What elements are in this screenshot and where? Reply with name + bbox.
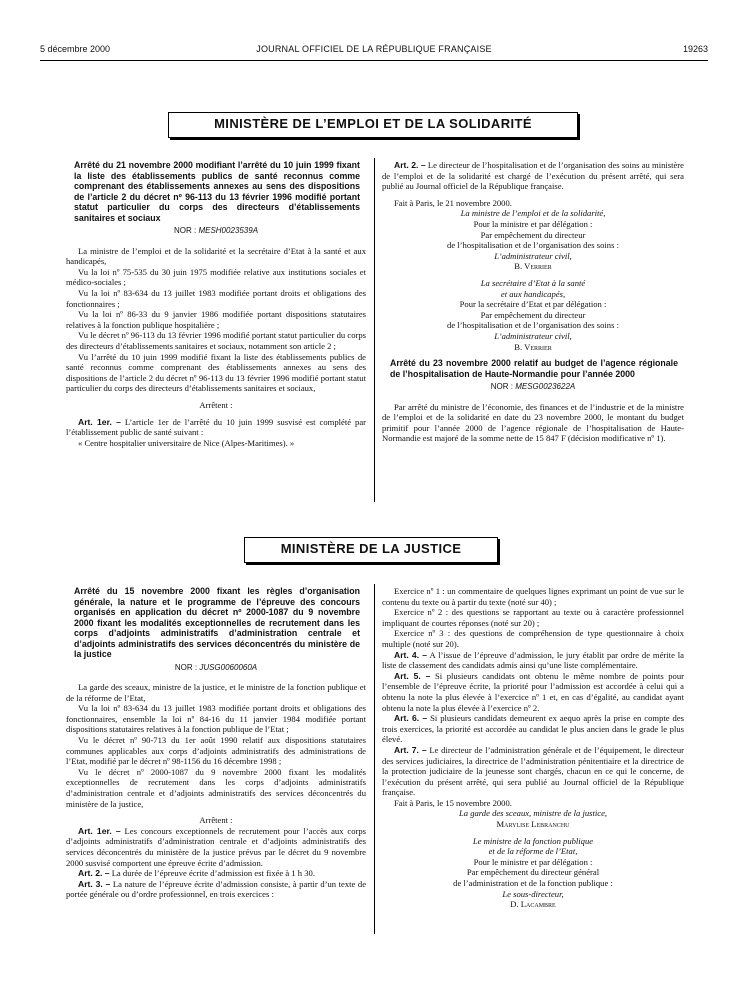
- column-divider: [374, 158, 375, 502]
- exercise-3: Exercice nº 3 : des questions de compréhension de type questionnaire à choix multiple (noté sur 20).: [382, 628, 684, 649]
- signature-line: L’administrateur civil,: [494, 250, 572, 261]
- signature-line: Par empêchement du directeur: [480, 229, 586, 240]
- article-1: Art. 1er. – L’article 1er de l’arrêté du 10 juin 1999 susvisé est complété par l’établissement public de santé suivant :: [66, 416, 367, 438]
- signed-date: Fait à Paris, le 21 novembre 2000.: [394, 197, 512, 208]
- article-1: Art. 1er. – Les concours exceptionnels de recrutement pour l’accès aux corps d’adjoints administratifs d’administration centrale et d’adjoints administratifs des services déconcentrés du ministère de la justice prévus par le décret du 9 novembre 2000 susvisé comportent une épreuve écrite d’admission.: [66, 825, 367, 868]
- signature-line: et de la réforme de l’Etat,: [488, 846, 578, 857]
- nor-reference: NOR : JUSG0060060A: [174, 662, 258, 672]
- exercise-2: Exercice nº 2 : des questions se rapportant au texte ou à caractère professionnel impliquant de courtes réponses (noté sur 20) ;: [382, 607, 684, 628]
- section1-right-column: [382, 160, 684, 444]
- section2-right-column: [382, 586, 684, 910]
- ministry-heading-emploi: MINISTÈRE DE L’EMPLOI ET DE LA SOLIDARITÉ: [168, 112, 578, 138]
- arretent: Arrêtent :: [199, 815, 233, 826]
- signature-line: et aux handicapés,: [500, 288, 566, 299]
- signature-line: Le ministre de la fonction publique: [472, 835, 594, 846]
- signature-line: Pour la secrétaire d’Etat et par délégation :: [459, 299, 607, 310]
- signature-block: [382, 808, 684, 829]
- arrete-title: Arrêté du 21 novembre 2000 modifiant l’arrêté du 10 juin 1999 fixant la liste des établissements publics de santé reconnus comme comprenant des établissements annexes au sens des dispositions de l’article 2 du décret nº 96-113 du 13 février 1996 modifié portant statut particulier du corps des directeurs d’établissements sanitaires et sociaux: [74, 160, 360, 223]
- article-2: Art. 2. – La durée de l’épreuve écrite d’admission est fixée à 1 h 30.: [78, 868, 315, 879]
- preamble-paragraph: Vu la loi nº 75-535 du 30 juin 1975 modifiée relative aux institutions sociales et médico-sociales ;: [66, 266, 366, 288]
- preamble-paragraph: Vu le décret nº 96-113 du 13 février 1996 modifié portant statut particulier du corps des directeurs d’établissements sanitaires et sociaux, notamment son article 2 ;: [66, 330, 366, 351]
- signature-line: L’administrateur civil,: [494, 330, 572, 341]
- header-rule: [40, 60, 708, 61]
- arrete-body: Par arrêté du ministre de l’économie, des finances et de l’industrie et de la ministre de l’emploi et de la solidarité en date du 23 novembre 2000, le montant du budget primitif pour l’année 2000 de l’agence régionale de l’hospitalisation de Haute-Normandie est majoré de la somme nette de 15 847 F (décision modificative nº 1).: [382, 401, 684, 444]
- nor-reference: NOR : MESG0023622A: [490, 382, 576, 392]
- signature-line: Marylise Lebranchu: [496, 819, 570, 830]
- preamble-paragraph: Vu le décret nº 90-713 du 1er août 1990 relatif aux dispositions statutaires communes applicables aux corps d’adjoints administratifs des administrations de l’Etat, modifié par le décret nº 98-1156 du 16 décembre 1998 ;: [66, 735, 366, 767]
- nor-reference: NOR : MESH0023539A: [173, 226, 259, 235]
- arretent: Arrêtent :: [199, 399, 233, 410]
- article-1-quote: « Centre hospitalier universitaire de Nice (Alpes-Maritimes). »: [78, 437, 295, 448]
- signature-line: Le sous-directeur,: [502, 888, 564, 899]
- signature-line: La garde des sceaux, ministre de la justice,: [458, 808, 608, 819]
- arrete-title: Arrêté du 15 novembre 2000 fixant les règles d’organisation générale, la nature et le programme de l’épreuve des concours organisés en application du décret nº 2000-1087 du 9 novembre 2000 fixant les modalités exceptionnelles de recrutement dans les corps d’adjoints administratifs d’administration centrale et d’adjoints administratifs des services déconcentrés du ministère de la justice: [74, 586, 360, 659]
- signature-line: Pour le ministre et par délégation :: [473, 856, 593, 867]
- signature-line: La secrétaire d’Etat à la santé: [480, 277, 586, 288]
- signature-block: [382, 278, 684, 352]
- article-7: Art. 7. – Le directeur de l’administration générale et de l’équipement, le directeur des services judiciaires, la directrice de l’administration pénitentiaire et la directrice de la protection judiciaire de la jeunesse sont chargés, chacun en ce qui le concerne, de l’exécution du présent arrêté, qui sera publié au Journal officiel de la République française.: [382, 744, 684, 798]
- journal-title: JOURNAL OFFICIEL DE LA RÉPUBLIQUE FRANÇAISE: [256, 44, 492, 54]
- article-6: Art. 6. – Si plusieurs candidats demeurent ex aequo après la prise en compte des trois exercices, la priorité est accordée au candidat le plus ancien dans le grade le plus élevé.: [382, 713, 684, 745]
- section1-left-column: [66, 160, 366, 448]
- signature-line: D. Lacambre: [510, 899, 556, 910]
- preamble: [66, 682, 366, 809]
- signature-line: Par empêchement du directeur: [480, 309, 586, 320]
- signature-block: [382, 208, 684, 272]
- preamble-paragraph: La ministre de l’emploi et de la solidarité et la secrétaire d’Etat à la santé et aux handicapés,: [66, 245, 366, 267]
- page-header: [40, 44, 708, 58]
- signed-date: Fait à Paris, le 15 novembre 2000.: [394, 797, 512, 808]
- arrete-title: Arrêté du 23 novembre 2000 relatif au budget de l’agence régionale de l’hospitalisation de Haute-Normandie pour l’année 2000: [390, 358, 678, 379]
- issue-date: 5 décembre 2000: [40, 44, 111, 54]
- preamble-paragraph: Vu l’arrêté du 10 juin 1999 modifié fixant la liste des établissements publics de santé reconnus comme comprenant des établissements annexes au sens des dispositions de l’article 2 du décret nº 96-113 du 13 février 1996 modifié portant statut particulier du corps des directeurs d’établissements sanitaires et sociaux,: [66, 351, 366, 394]
- signature-line: La ministre de l’emploi et de la solidarité,: [460, 208, 606, 219]
- preamble: [66, 246, 366, 394]
- signature-line: B. Verrier: [514, 261, 552, 272]
- signature-line: de l’hospitalisation et de l’organisation des soins :: [447, 320, 619, 331]
- ministry-heading-justice: MINISTÈRE DE LA JUSTICE: [244, 537, 498, 563]
- signature-line: Pour la ministre et par délégation :: [473, 218, 593, 229]
- article-4: Art. 4. – A l’issue de l’épreuve d’admission, le jury établit par ordre de mérite la liste de classement des candidats admis ainsi qu’une liste complémentaire.: [382, 649, 684, 671]
- signature-line: de l’administration et de la fonction publique :: [453, 878, 613, 889]
- preamble-paragraph: Vu la loi nº 86-33 du 9 janvier 1986 modifiée portant dispositions statutaires relatives à la fonction publique hospitalière ;: [66, 309, 366, 330]
- preamble-paragraph: La garde des sceaux, ministre de la justice, et le ministre de la fonction publique et de la réforme de l’Etat,: [66, 682, 366, 703]
- preamble-paragraph: Vu la loi nº 83-634 du 13 juillet 1983 modifiée portant droits et obligations des fonctionnaires ;: [66, 287, 366, 309]
- page-number: 19263: [682, 44, 708, 54]
- section2-left-column: [66, 586, 366, 900]
- signature-line: de l’hospitalisation et de l’organisation des soins :: [447, 240, 619, 251]
- signature-block: [382, 836, 684, 910]
- preamble-paragraph: Vu le décret nº 2000-1087 du 9 novembre 2000 fixant les modalités exceptionnelles de recrutement dans les corps d’adjoints administratifs d’administration centrale et d’adjoints administratifs des services déconcentrés du ministère de la justice,: [66, 766, 366, 809]
- column-divider: [374, 584, 375, 934]
- signature-line: B. Verrier: [514, 341, 552, 352]
- signature-line: Par empêchement du directeur général: [466, 867, 600, 878]
- article-3: Art. 3. – La nature de l’épreuve écrite d’admission consiste, à partir d’un texte de portée générale ou d’ordre professionnel, en trois exercices :: [66, 878, 367, 900]
- article-2: Art. 2. – Le directeur de l’hospitalisation et de l’organisation des soins au ministère de l’emploi et de la solidarité est chargé de l’exécution du présent arrêté, qui sera publié au Journal officiel de la République française.: [382, 160, 684, 192]
- article-5: Art. 5. – Si plusieurs candidats ont obtenu le même nombre de points pour l’ensemble de l’épreuve écrite, la priorité pour l’admission est accordée à celui qui a obtenu la note la plus élevée à l’exercice nº 1 et, en cas d’égalité, au candidat ayant obtenu la note la plus élevée à l’exercice nº 2.: [382, 670, 684, 713]
- preamble-paragraph: Vu la loi nº 83-634 du 13 juillet 1983 modifiée portant droits et obligations des fonctionnaires, ensemble la loi nº 84-16 du 11 janvier 1984 modifiée portant dispositions statutaires relatives à la fonction publique de l’Etat ;: [66, 703, 366, 735]
- exercise-1: Exercice nº 1 : un commentaire de quelques lignes exprimant un point de vue sur le contenu du texte ou à partir du texte (noté sur 40) ;: [382, 586, 684, 607]
